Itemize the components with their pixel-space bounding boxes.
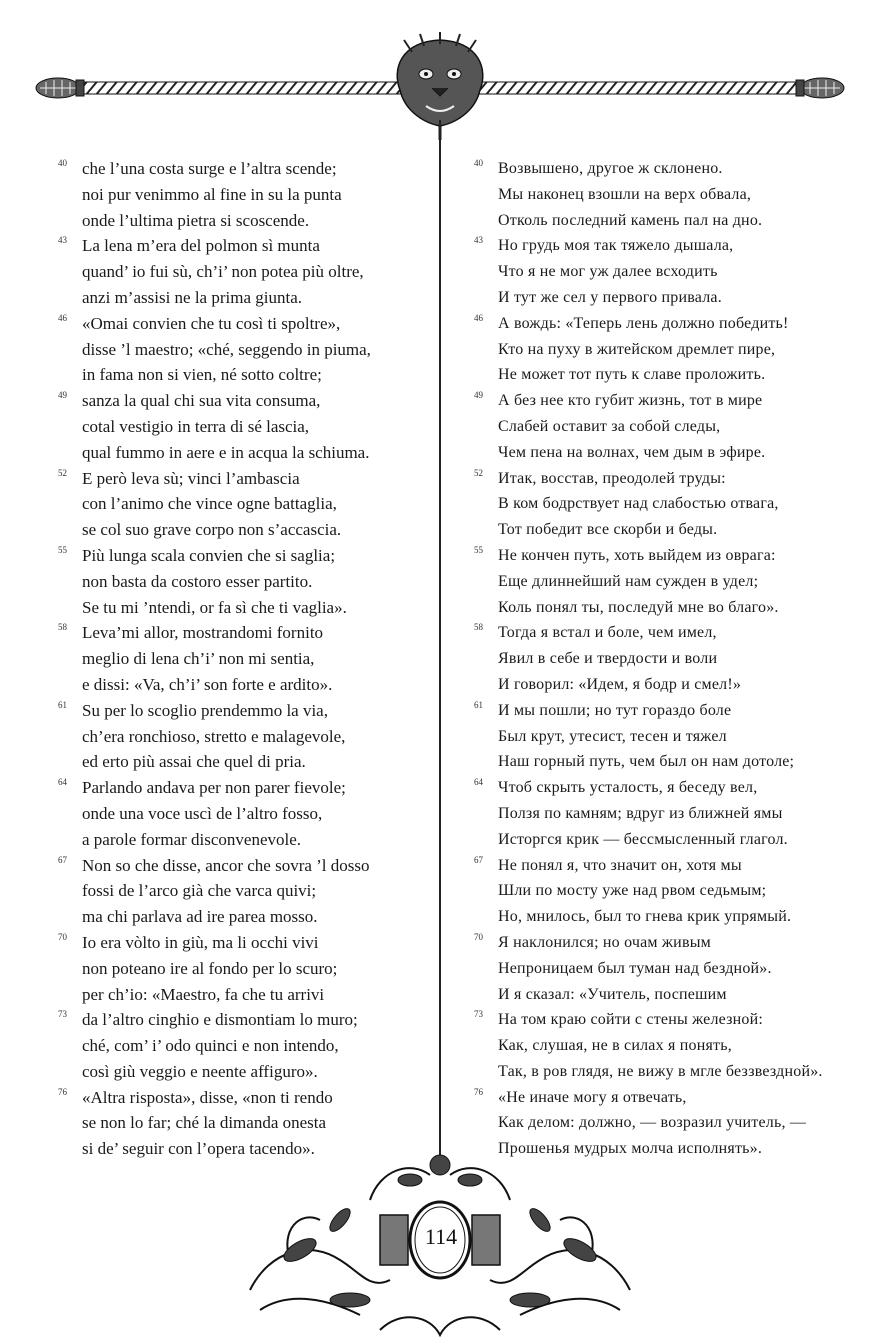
verse-number: 55: [58, 544, 67, 555]
verse-number: 70: [474, 931, 483, 942]
verse-number: 76: [474, 1086, 483, 1097]
tercet: [474, 543, 844, 620]
verse-line: «Не иначе могу я отвечать,: [498, 1088, 687, 1106]
verse-line: Non so che disse, ancor che sovra ’l dosso: [82, 855, 370, 875]
verse-line: Leva’mi allor, mostrandomi fornito: [82, 623, 324, 643]
verse-line: Итак, восстав, преодолей труды:: [498, 469, 726, 487]
tercet: [58, 388, 428, 465]
verse-line: Слабей оставит за собой следы,: [498, 417, 721, 435]
verse-line: На том краю сойти с стены железной:: [498, 1011, 764, 1029]
verse-line: Не кончен путь, хоть выйдем из оврага:: [498, 546, 776, 564]
verse-number: 58: [474, 622, 483, 633]
verse-line: Явил в себе и твердости и воли: [498, 650, 718, 668]
verse-line: cotal vestigio in terra di sé lascia,: [82, 416, 310, 436]
verse-line: Но, мнилось, был то гнева крик упрямый.: [498, 908, 792, 926]
verse-line: А без нее кто губит жизнь, тот в мире: [498, 392, 763, 410]
verse-line: E però leva sù; vinci l’ambascia: [82, 468, 300, 488]
verse-line: Кто на пуху в житейском дремлет пире,: [498, 340, 776, 358]
page-number: 114: [424, 1224, 458, 1249]
verse-line: da l’altro cinghio e dismontiam lo muro;: [82, 1010, 358, 1030]
verse-line: in fama non si vien, né sotto coltre;: [82, 365, 322, 385]
verse-number: 40: [474, 158, 483, 168]
tercet: [58, 233, 428, 310]
verse-line: onde l’ultima pietra si scoscende.: [82, 210, 310, 230]
verse-line: И тут же сел у первого привала.: [498, 288, 722, 306]
verse-line: Ползя по камням; вдруг из ближней ямы: [498, 804, 783, 822]
tercet: [58, 156, 428, 233]
verse-number: 40: [58, 158, 67, 168]
verse-line: se col suo grave corpo non s’accascia.: [82, 520, 342, 540]
verse-line: Мы наконец взошли на верх обвала,: [498, 185, 752, 203]
verse-line: Отколь последний камень пал на дно.: [498, 211, 763, 229]
verse-line: a parole formar disconvenevole.: [82, 829, 302, 849]
verse-line: «Omai convien che tu così ti spoltre»,: [82, 313, 341, 333]
verse-line: Чтоб скрыть усталость, я беседу вел,: [498, 779, 758, 797]
tercet: [474, 930, 844, 1007]
verse-line: se non lo far; ché la dimanda onesta: [82, 1113, 327, 1133]
tercet: [474, 1007, 844, 1084]
tercet: [474, 853, 844, 930]
verse-line: В ком бодрствует над слабостью отвага,: [498, 495, 779, 513]
verse-line: И я сказал: «Учитель, поспешим: [498, 985, 727, 1003]
verse-line: Еще длиннейший нам сужден в удел;: [498, 572, 759, 590]
verse-line: Тот победит все скорби и беды.: [498, 521, 718, 539]
verse-line: disse ’l maestro; «ché, seggendo in piuma,: [82, 339, 371, 359]
verse-line: Più lunga scala convien che si saglia;: [82, 545, 336, 565]
verse-line: Исторгся крик — бессмысленный глагол.: [498, 830, 788, 848]
verse-line: La lena m’era del polmon sì munta: [82, 236, 320, 256]
verse-number: 43: [58, 235, 67, 246]
verse-number: 49: [474, 390, 483, 401]
tercet: [474, 698, 844, 775]
verse-line: non basta da costoro esser partito.: [82, 571, 313, 591]
tercet: [58, 620, 428, 697]
verse-line: ch’era ronchioso, stretto e malagevole,: [82, 726, 346, 746]
verse-line: Чем пена на волнах, чем дым в эфире.: [498, 443, 766, 461]
verse-line: ché, com’ i’ odo quinci e non intendo,: [82, 1036, 339, 1056]
italian-column: [58, 156, 428, 1162]
verse-number: 49: [58, 390, 67, 401]
verse-line: qual fummo in aere e in acqua la schiuma.: [82, 442, 370, 462]
verse-line: Не может тот путь к славе проложить.: [498, 366, 766, 384]
tercet: [58, 853, 428, 930]
verse-line: Возвышено, другое ж склонено.: [498, 160, 723, 177]
verse-number: 61: [474, 699, 483, 710]
tercet: [58, 930, 428, 1007]
verse-line: Как, слушая, не в силах я понять,: [498, 1037, 732, 1055]
verse-line: meglio di lena ch’i’ non mi sentia,: [82, 649, 315, 669]
verse-line: ma chi parlava ad ire parea mosso.: [82, 907, 318, 927]
tercet: [474, 466, 844, 543]
tercet: [58, 466, 428, 543]
verse-number: 70: [58, 931, 67, 942]
verse-line: Не понял я, что значит он, хотя мы: [498, 856, 742, 874]
verse-line: così giù veggio e neente affiguro».: [82, 1061, 318, 1081]
verse-line: Так, в ров глядя, не вижу в мгле беззвездной».: [498, 1062, 823, 1080]
verse-number: 43: [474, 235, 483, 246]
verse-line: anzi m’assisi ne la prima giunta.: [82, 287, 302, 307]
tercet: [474, 388, 844, 465]
verse-line: fossi de l’arco già che varca quivi;: [82, 881, 317, 901]
verse-line: «Altra risposta», disse, «non ti rendo: [82, 1087, 333, 1107]
verse-number: 64: [474, 777, 483, 788]
verse-line: Io era vòlto in giù, ma li occhi vivi: [82, 932, 319, 952]
tercet: [474, 311, 844, 388]
verse-line: Что я не мог уж далее всходить: [498, 263, 718, 281]
verse-line: con l’animo che vince ogne battaglia,: [82, 494, 337, 514]
right-pinecone-finial: [796, 78, 844, 98]
verse-number: 73: [58, 1009, 67, 1020]
verse-line: si de’ seguir con l’opera tacendo».: [82, 1139, 315, 1159]
verse-line: che l’una costa surge e l’altra scende;: [82, 159, 337, 178]
left-pinecone-finial: [36, 78, 84, 98]
tercet: [58, 775, 428, 852]
verse-line: Непроницаем был туман над бездной».: [498, 959, 772, 977]
verse-number: 67: [474, 854, 483, 865]
verse-number: 64: [58, 777, 67, 788]
verse-line: Как делом: должно, — возразил учитель, —: [498, 1114, 807, 1132]
verse-line: И говорил: «Идем, я бодр и смел!»: [498, 675, 742, 693]
verse-line: onde una voce uscì de l’altro fosso,: [82, 803, 323, 823]
tercet: [58, 698, 428, 775]
verse-line: Коль понял ты, последуй мне во благо».: [498, 598, 779, 616]
verse-number: 73: [474, 1009, 483, 1020]
verse-line: Se tu mi ’ntendi, or fa sì che ti vaglia».: [82, 597, 347, 617]
verse-number: 52: [58, 467, 67, 478]
column-divider: [439, 120, 441, 1160]
verse-number: 55: [474, 544, 483, 555]
verse-line: И мы пошли; но тут гораздо боле: [498, 701, 732, 719]
verse-line: e dissi: «Va, ch’i’ son forte e ardito».: [82, 674, 333, 694]
russian-column: [474, 156, 844, 1162]
tercet: [474, 775, 844, 852]
verse-line: non poteano ire al fondo per lo scuro;: [82, 958, 338, 978]
verse-line: per ch’io: «Maestro, fa che tu arrivi: [82, 984, 325, 1004]
verse-number: 46: [58, 312, 67, 323]
verse-line: Шли по мосту уже над рвом седьмым;: [498, 882, 767, 900]
verse-line: sanza la qual chi sua vita consuma,: [82, 391, 321, 411]
verse-line: А вождь: «Теперь лень должно победить!: [498, 314, 789, 332]
verse-line: Был крут, утесист, тесен и тяжел: [498, 727, 727, 745]
verse-line: noi pur venimmo al fine in su la punta: [82, 184, 342, 204]
tercet: [474, 233, 844, 310]
verse-line: Тогда я встал и боле, чем имел,: [498, 624, 717, 642]
verse-number: 67: [58, 854, 67, 865]
verse-line: Но грудь моя так тяжело дышала,: [498, 237, 734, 255]
verse-number: 52: [474, 467, 483, 478]
verse-line: Прошенья мудрых молча исполнять».: [498, 1140, 763, 1158]
verse-number: 76: [58, 1086, 67, 1097]
verse-line: ed erto più assai che quel di pria.: [82, 752, 306, 772]
verse-line: Su per lo scoglio prendemmo la via,: [82, 700, 328, 720]
tercet: [58, 311, 428, 388]
verse-line: Наш горный путь, чем был он нам дотоле;: [498, 753, 795, 771]
tercet: [58, 1007, 428, 1084]
verse-line: Parlando andava per non parer fievole;: [82, 778, 346, 798]
verse-number: 61: [58, 699, 67, 710]
tercet: [474, 620, 844, 697]
verse-number: 58: [58, 622, 67, 633]
verse-line: Я наклонился; но очам живым: [498, 933, 711, 951]
verse-number: 46: [474, 312, 483, 323]
tercet: [474, 156, 844, 233]
tercet: [58, 543, 428, 620]
verse-line: quand’ io fui sù, ch’i’ non potea più oltre,: [82, 262, 364, 282]
